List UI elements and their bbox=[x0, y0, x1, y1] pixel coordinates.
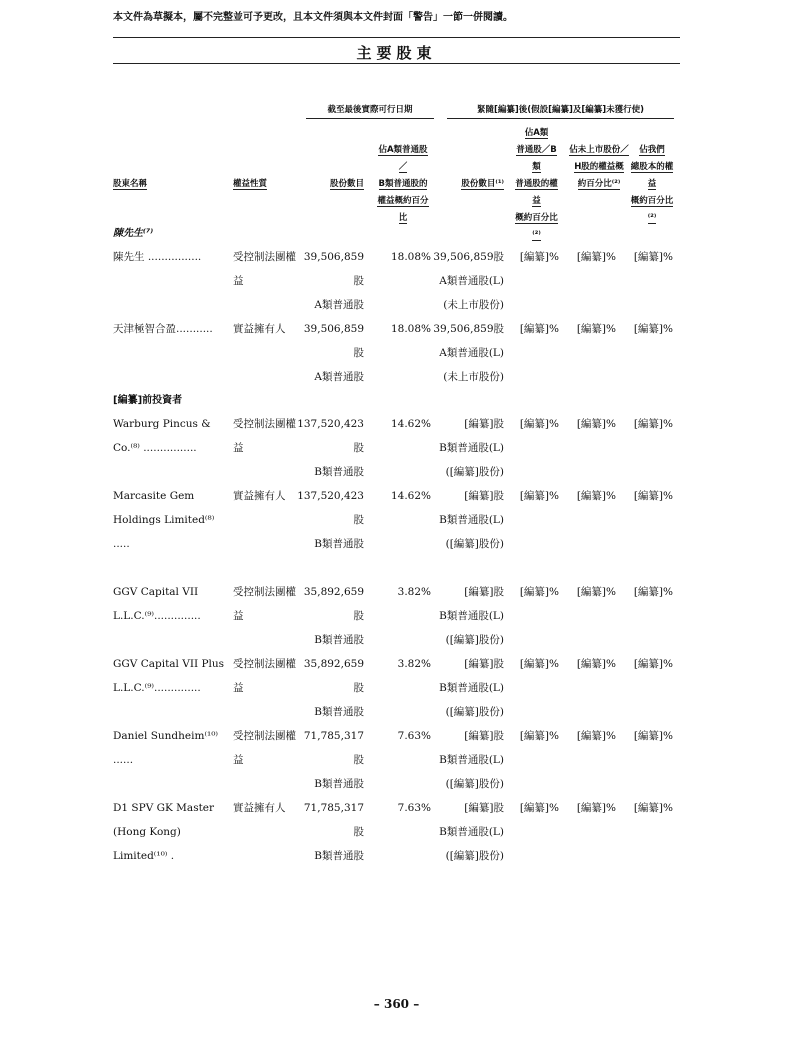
pct-class-post: [編纂]% bbox=[519, 802, 559, 814]
interest-nature: 受控制法團權益 bbox=[233, 586, 296, 622]
section-label: [編纂]前投資者 bbox=[113, 395, 183, 406]
pct-class-post: [編纂]% bbox=[519, 658, 559, 670]
shares-current: 137,520,423股 B類普通股 bbox=[297, 490, 364, 550]
pct-total-post: [編纂]% bbox=[633, 490, 673, 502]
col-header-pct-total: 佔我們 總股本的權益 概約百分比⁽²⁾ bbox=[630, 145, 674, 223]
pct-total-post: [編纂]% bbox=[633, 586, 673, 598]
shareholder-name: Marcasite Gem Holdings Limited⁽⁸⁾ ..... bbox=[113, 490, 215, 550]
col-header-pct-unlisted-h: 佔未上市股份／ H股的權益概 約百分比⁽²⁾ bbox=[569, 145, 629, 189]
interest-nature: 受控制法團權益 bbox=[233, 251, 296, 287]
pct-total-post: [編纂]% bbox=[633, 251, 673, 263]
shares-current: 137,520,423股 B類普通股 bbox=[297, 418, 364, 478]
shares-current: 39,506,859股 A類普通股 bbox=[303, 323, 364, 383]
pct-total-post: [編纂]% bbox=[633, 418, 673, 430]
pct-current: 14.62% bbox=[390, 418, 431, 430]
pct-unlisted-h-post: [編纂]% bbox=[576, 730, 616, 742]
group-header-post-offering: 緊隨[編纂]後(假設[編纂]及[編纂]未獲行使) bbox=[447, 103, 674, 119]
interest-nature: 受控制法團權益 bbox=[233, 730, 296, 766]
shareholder-name: Daniel Sundheim⁽¹⁰⁾ ...... bbox=[113, 730, 219, 766]
shareholder-name: D1 SPV GK Master (Hong Kong) Limited⁽¹⁰⁾ . bbox=[113, 802, 215, 862]
shareholder-name: Warburg Pincus & Co.⁽⁸⁾ ................ bbox=[113, 418, 211, 454]
interest-nature: 受控制法團權益 bbox=[233, 658, 296, 694]
col-header-shares-current: 股份數目 bbox=[329, 179, 364, 189]
shareholder-name: 天津極智合盈........... bbox=[113, 323, 213, 335]
col-header-pct-current: 佔A類普通股／ B類普通股的 權益概約百分比 bbox=[377, 145, 429, 223]
shares-post: [編纂]股 B類普通股(L) ([編纂]股份) bbox=[439, 658, 504, 718]
interest-nature: 實益擁有人 bbox=[233, 490, 286, 502]
shares-current: 71,785,317股 B類普通股 bbox=[303, 802, 364, 862]
header-rule bbox=[113, 37, 680, 38]
pct-unlisted-h-post: [編纂]% bbox=[576, 251, 616, 263]
pct-total-post: [編纂]% bbox=[633, 730, 673, 742]
shares-current: 35,892,659股 B類普通股 bbox=[303, 586, 364, 646]
pct-current: 7.63% bbox=[397, 730, 431, 742]
pct-unlisted-h-post: [編纂]% bbox=[576, 658, 616, 670]
interest-nature: 實益擁有人 bbox=[233, 323, 286, 335]
shares-post: [編纂]股 B類普通股(L) ([編纂]股份) bbox=[439, 586, 504, 646]
pct-unlisted-h-post: [編纂]% bbox=[576, 586, 616, 598]
pct-class-post: [編纂]% bbox=[519, 418, 559, 430]
pct-total-post: [編纂]% bbox=[633, 802, 673, 814]
shares-post: [編纂]股 B類普通股(L) ([編纂]股份) bbox=[439, 802, 504, 862]
interest-nature: 受控制法團權益 bbox=[233, 418, 296, 454]
shares-post: 39,506,859股 A類普通股(L) (未上市股份) bbox=[433, 323, 504, 383]
section-label: 陳先生⁽⁷⁾ bbox=[113, 228, 154, 239]
col-header-name: 股東名稱 bbox=[113, 179, 148, 189]
draft-warning-banner: 本文件為草擬本，屬不完整並可予更改，且本文件須與本文件封面「警告」一節一併閱讀。 bbox=[113, 12, 513, 23]
shares-post: [編纂]股 B類普通股(L) ([編纂]股份) bbox=[439, 418, 504, 478]
pct-current: 3.82% bbox=[397, 586, 431, 598]
shares-post: [編纂]股 B類普通股(L) ([編纂]股份) bbox=[439, 730, 504, 790]
shareholder-name: GGV Capital VII L.L.C.⁽⁹⁾.............. bbox=[113, 586, 201, 622]
pct-class-post: [編纂]% bbox=[519, 730, 559, 742]
pct-current: 3.82% bbox=[397, 658, 431, 670]
pct-current: 14.62% bbox=[390, 490, 431, 502]
col-header-pct-class: 佔A類 普通股／B類 普通股的權益 概約百分比⁽²⁾ bbox=[515, 128, 558, 240]
pct-unlisted-h-post: [編纂]% bbox=[576, 490, 616, 502]
col-header-nature: 權益性質 bbox=[233, 179, 268, 189]
pct-unlisted-h-post: [編纂]% bbox=[576, 323, 616, 335]
pct-current: 18.08% bbox=[390, 323, 431, 335]
title-rule bbox=[113, 63, 680, 64]
pct-class-post: [編纂]% bbox=[519, 323, 559, 335]
shareholder-name: GGV Capital VII Plus L.L.C.⁽⁹⁾.............. bbox=[113, 658, 225, 694]
pct-class-post: [編纂]% bbox=[519, 251, 559, 263]
pct-unlisted-h-post: [編纂]% bbox=[576, 802, 616, 814]
shareholder-name: 陳先生 ................ bbox=[113, 251, 202, 263]
pct-class-post: [編纂]% bbox=[519, 586, 559, 598]
shares-post: 39,506,859股 A類普通股(L) (未上市股份) bbox=[433, 251, 504, 311]
pct-class-post: [編纂]% bbox=[519, 490, 559, 502]
page-number: – 360 – bbox=[373, 997, 420, 1011]
shares-current: 39,506,859股 A類普通股 bbox=[303, 251, 364, 311]
shares-current: 35,892,659股 B類普通股 bbox=[303, 658, 364, 718]
group-header-current: 截至最後實際可行日期 bbox=[306, 103, 434, 119]
col-header-shares-post: 股份數目⁽¹⁾ bbox=[461, 179, 504, 189]
interest-nature: 實益擁有人 bbox=[233, 802, 286, 814]
shares-post: [編纂]股 B類普通股(L) ([編纂]股份) bbox=[439, 490, 504, 550]
pct-unlisted-h-post: [編纂]% bbox=[576, 418, 616, 430]
shares-current: 71,785,317股 B類普通股 bbox=[303, 730, 364, 790]
pct-current: 18.08% bbox=[390, 251, 431, 263]
pct-total-post: [編纂]% bbox=[633, 658, 673, 670]
page-title: 主要股東 bbox=[356, 44, 437, 62]
pct-total-post: [編纂]% bbox=[633, 323, 673, 335]
pct-current: 7.63% bbox=[397, 802, 431, 814]
